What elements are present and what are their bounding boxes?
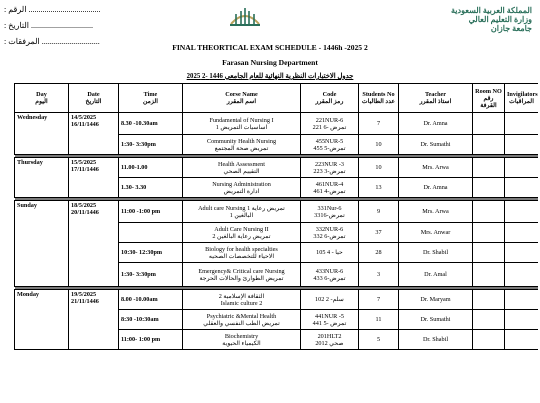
teacher-cell: Dr. Sumathi [399,310,473,330]
code-cell: 201HLT2 2012 صحي [301,330,359,350]
course-cell: Biochemistry الكيمياء الحيوية [183,330,301,350]
teacher-cell: Mrs. Arwa [399,201,473,223]
room-cell [473,263,505,287]
course-cell: Health Assessment التقييم الصحي [183,158,301,178]
arabic-title: جدول الاختبارات النظرية النهائية للعام الجامعي 1446 -2 2025 [186,73,354,80]
teacher-cell: Mrs. Anwar [399,223,473,243]
code-cell: 455NUR-5 455 تمرض-5 [301,135,359,155]
ref-number-label: : الرقم .................................... [4,5,101,14]
day-cell: Wednesday [15,113,69,155]
teacher-cell: Dr. Shabil [399,243,473,263]
teacher-cell: Dr. Maryam [399,290,473,310]
department-name: Farasan Nursing Department [222,58,318,67]
col-code: Code رمز المقرر [301,84,359,113]
course-cell: Adult care Nursing 1 تمريض رعاية البالغين 1 [183,201,301,223]
course-cell: الثقافة الإسلامية 2 Islamic culture 2 [183,290,301,310]
col-invigilators: Invigilators المراقبات [505,84,539,113]
invigilators-cell [505,310,539,330]
invigilators-cell [505,178,539,198]
room-cell [473,310,505,330]
table-row [15,158,539,178]
time-cell: 1:30- 3:30pm [119,135,183,155]
invigilators-cell [505,135,539,155]
day-cell: Thursday [15,158,69,198]
room-cell [473,158,505,178]
invigilators-cell [505,263,539,287]
students-cell: 10 [359,158,399,178]
col-room: Room NO رقم القرفة [473,84,505,113]
teacher-cell: Dr. Amna [399,178,473,198]
code-cell: 331Nur-6 331تمرض-6 [301,201,359,223]
organization-name [451,6,532,33]
course-cell: Psychiatric &Mental Health تمريض الطب النفسي والعقلي [183,310,301,330]
code-cell: 433NUR-6 433 تمرض-6 [301,263,359,287]
invigilators-cell [505,243,539,263]
code-cell: 105 حيا - 4 [301,243,359,263]
code-cell: 223NUR -3 223 تمرض-3 [301,158,359,178]
time-cell: 11:00- 1:00 pm [119,330,183,350]
university-logo-icon [228,2,262,28]
students-cell: 7 [359,290,399,310]
time-cell: 8:30 -10:30am [119,310,183,330]
students-cell: 7 [359,113,399,135]
students-cell: 13 [359,178,399,198]
course-cell: Nursing Administration ادارة التمريض [183,178,301,198]
invigilators-cell [505,113,539,135]
room-cell [473,330,505,350]
col-students: Students No عدد الطالبات [359,84,399,113]
exam-schedule-table [14,83,538,403]
students-cell: 11 [359,310,399,330]
code-cell: 441NUR -5 441 تمرض -5 [301,310,359,330]
date-label: : التاريخ ............................... [4,21,93,30]
date-cell: 14/5/2025 16/11/1446 [69,113,119,155]
col-time: Time الزمن [119,84,183,113]
students-cell: 5 [359,330,399,350]
time-cell: 1.30- 3.30 [119,178,183,198]
students-cell: 9 [359,201,399,223]
attachments-label: : المرفقات ............................. [4,37,100,46]
invigilators-cell [505,158,539,178]
time-cell: 1:30- 3:30pm [119,263,183,287]
room-cell [473,178,505,198]
room-cell [473,243,505,263]
invigilators-cell [505,330,539,350]
code-cell: 221NUR-6 221 تمرض -6 [301,113,359,135]
teacher-cell: Dr. Amal [399,263,473,287]
time-cell: 11.00-1.00 [119,158,183,178]
table-row [15,113,539,135]
col-day: Day اليوم [15,84,69,113]
table-row [15,290,539,310]
room-cell [473,223,505,243]
date-cell: 15/5/2025 17/11/1446 [69,158,119,198]
room-cell [473,113,505,135]
day-cell: Monday [15,290,69,350]
students-cell: 3 [359,263,399,287]
invigilators-cell [505,223,539,243]
date-cell: 19/5/2025 21/11/1446 [69,290,119,350]
time-cell: 11:00 -1:00 pm [119,201,183,223]
course-cell: Fundamental of Nursing I اساسيات التمريض 1 [183,113,301,135]
code-cell: 102 سلم- 2 [301,290,359,310]
col-teacher: Teacher استاذ المقرر [399,84,473,113]
org-line-2: وزارة التعليم العالي [468,15,532,24]
col-date: Date التاريخ [69,84,119,113]
students-cell: 37 [359,223,399,243]
date-cell: 18/5/2025 20/11/1446 [69,201,119,287]
room-cell [473,201,505,223]
course-cell: Adult Care Nursing II تمريض رعاية البالغين 2 [183,223,301,243]
course-cell: Biology for health specialties الاحياء للتخصصات الصحيه [183,243,301,263]
course-cell: Emergency& Critical care Nursing تمريض الطوارئ والحالات الحرجة [183,263,301,287]
students-cell: 28 [359,243,399,263]
teacher-cell: Mrs. Arwa [399,158,473,178]
page-title: FINAL THEORTICAL EXAM SCHEDULE - 1446h -2025 2 [172,43,368,52]
teacher-cell: Dr. Amna [399,113,473,135]
teacher-cell: Dr. Shabil [399,330,473,350]
col-course: Corse Name اسم المقرر [183,84,301,113]
table-row [15,201,539,223]
time-cell [119,223,183,243]
code-cell: 461NUR-4 461 تمرض-4 [301,178,359,198]
time-cell: 10:30- 12:30pm [119,243,183,263]
time-cell: 8.00 -10.00am [119,290,183,310]
org-line-1: المملكة العربية السعودية [451,6,532,15]
students-cell: 10 [359,135,399,155]
invigilators-cell [505,290,539,310]
day-cell: Sunday [15,201,69,287]
invigilators-cell [505,201,539,223]
course-cell: Community Health Nursing تمريض صحة المجتمع [183,135,301,155]
code-cell: 332NUR-6 332 تمرض-6 [301,223,359,243]
room-cell [473,135,505,155]
table-header-row [15,84,539,113]
time-cell: 8.30 -10.30am [119,113,183,135]
teacher-cell: Dr. Sumathi [399,135,473,155]
org-line-3: جامعة جازان [490,24,532,33]
room-cell [473,290,505,310]
